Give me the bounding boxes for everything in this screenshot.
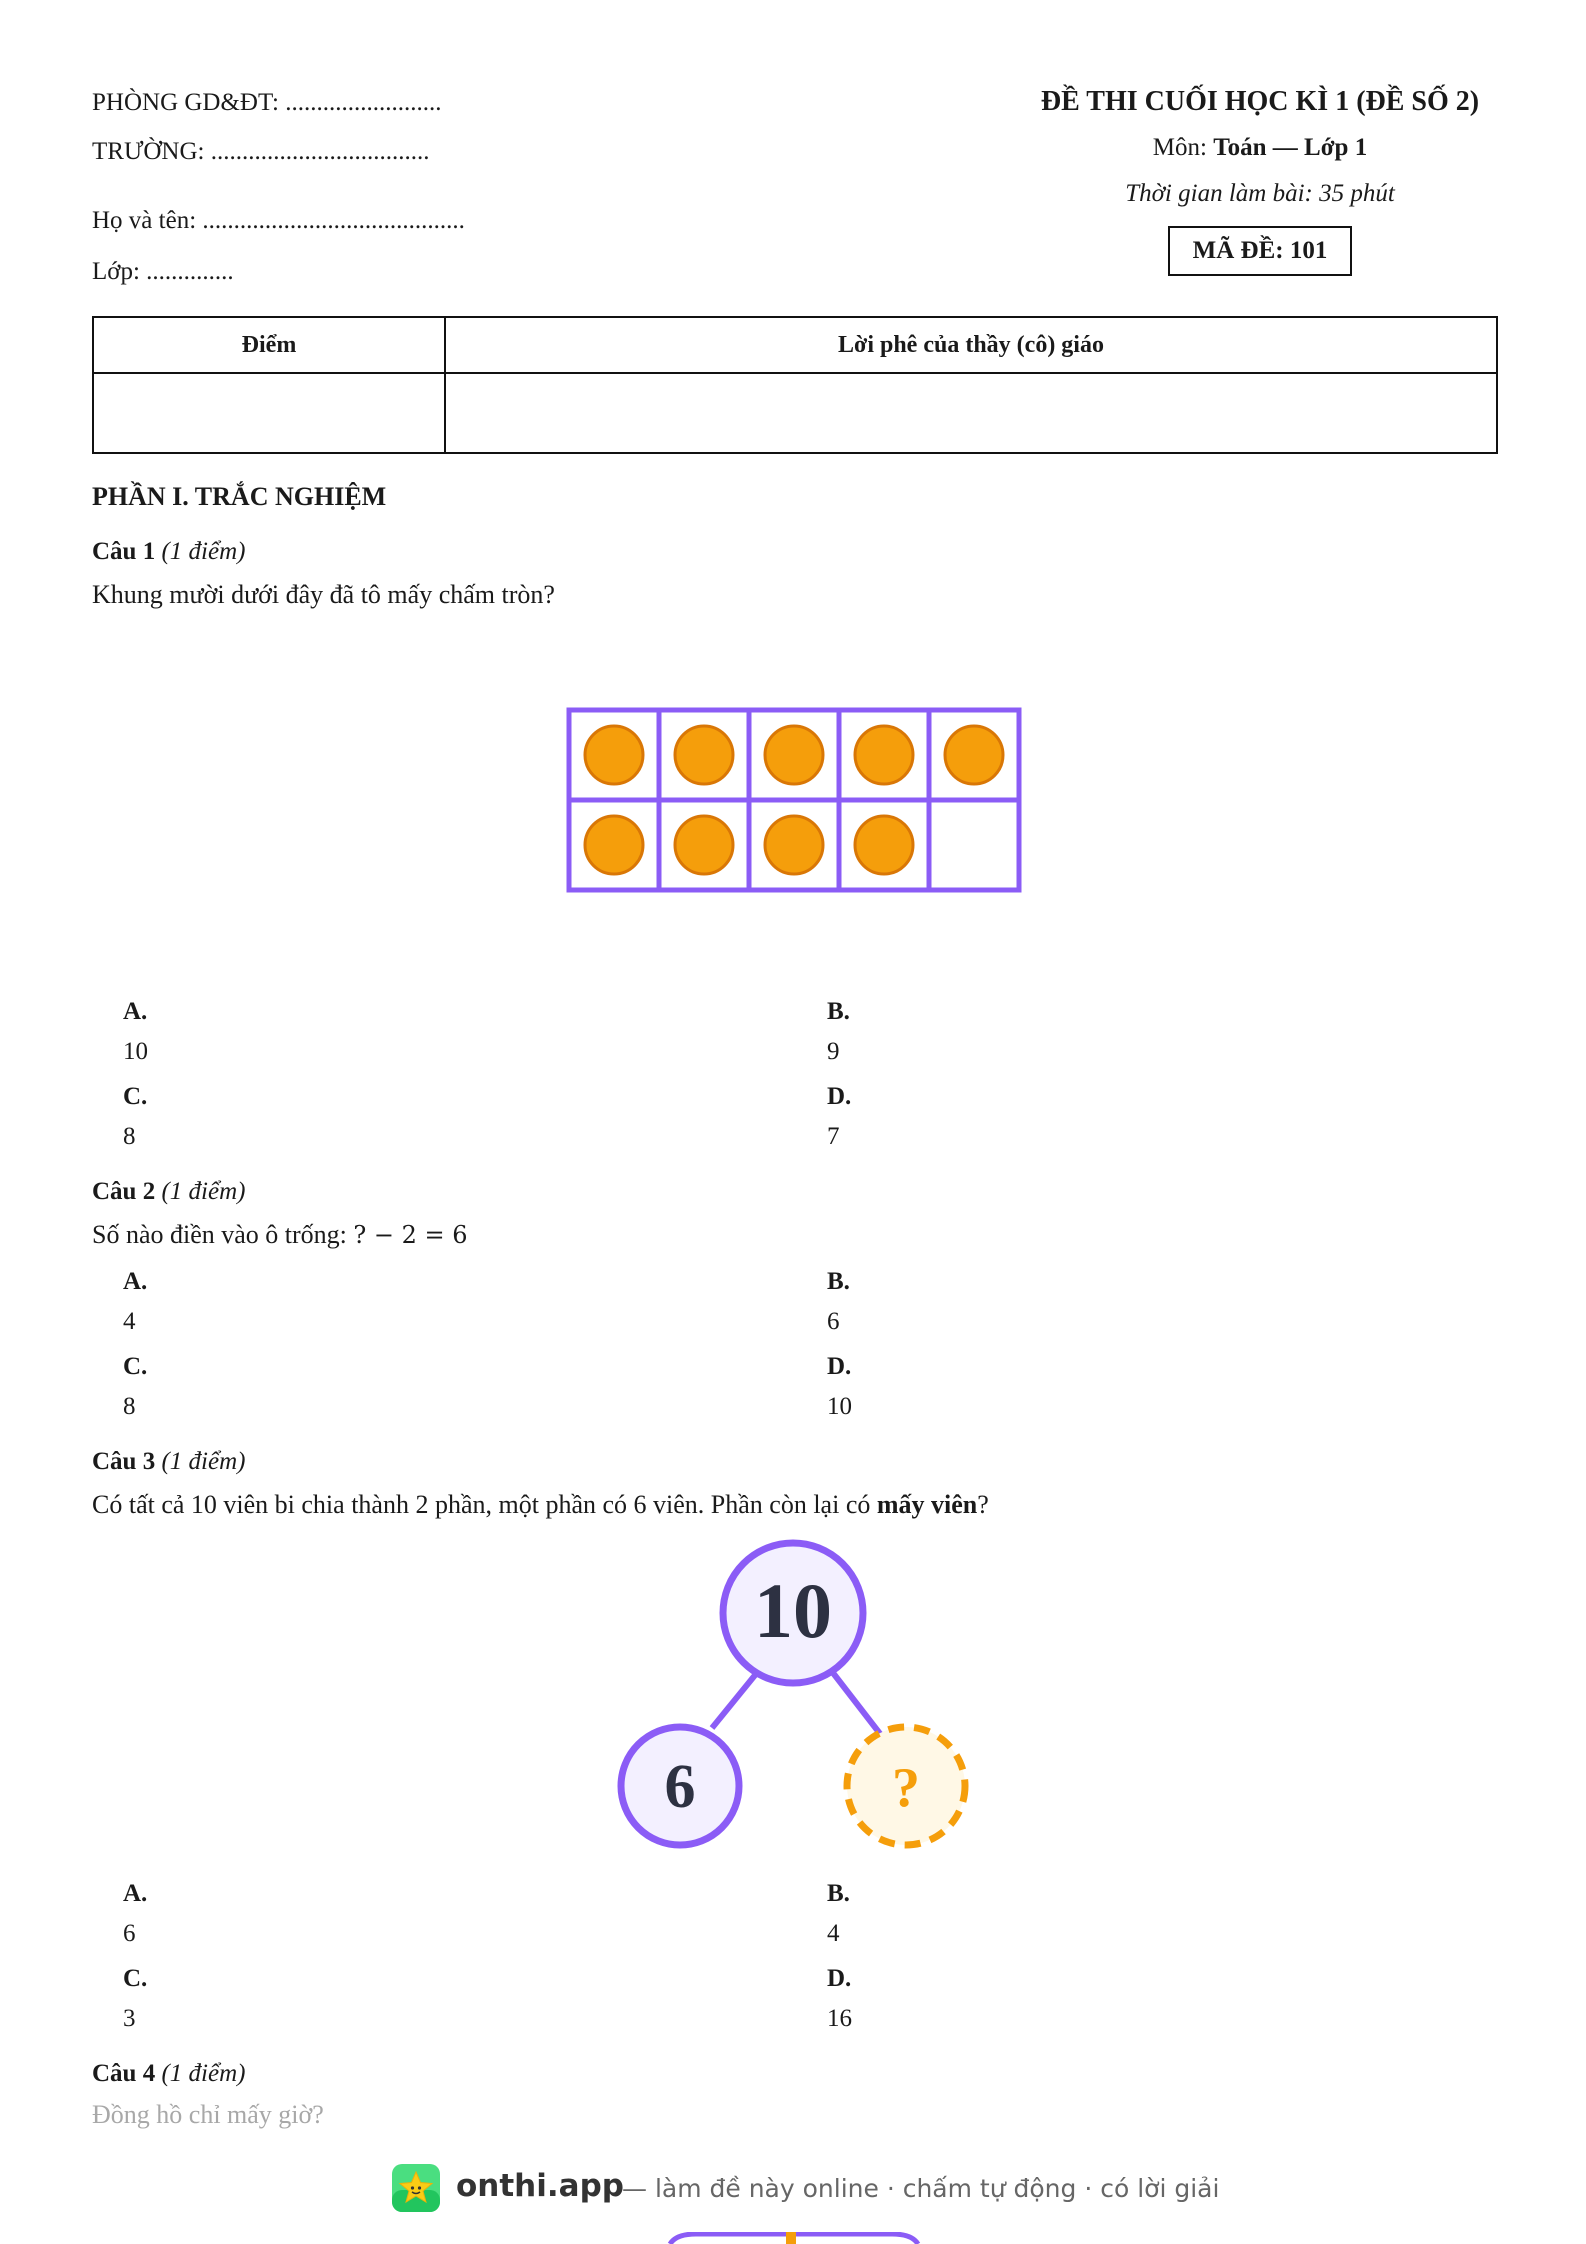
lop-field: Lớp: .............. bbox=[92, 258, 234, 285]
subject-value: Toán — Lớp 1 bbox=[1213, 134, 1368, 161]
q3-title bbox=[92, 1448, 245, 1476]
q1-option-b-value[interactable]: 9 bbox=[827, 1038, 840, 1065]
q3-points: (1 điểm) bbox=[161, 1448, 246, 1475]
q1-option-d-value[interactable]: 7 bbox=[827, 1123, 840, 1150]
subject-label: Môn: bbox=[1152, 134, 1214, 161]
q2-option-b-letter: B. bbox=[827, 1268, 850, 1295]
onthi-logo-icon[interactable] bbox=[392, 2164, 440, 2212]
q3-text-after: ? bbox=[977, 1490, 989, 1519]
ma-de-box: MÃ ĐỀ: 101 bbox=[1168, 226, 1352, 276]
q4-text: Đồng hồ chỉ mấy giờ? bbox=[92, 2100, 324, 2129]
q1-label: Câu 1 bbox=[92, 538, 156, 565]
q3-option-a-letter: A. bbox=[123, 1880, 148, 1907]
q2-text bbox=[92, 1220, 468, 1250]
clock-top-edge bbox=[666, 2232, 922, 2244]
ten-frame-dot bbox=[855, 726, 913, 784]
bond-line-right bbox=[830, 1669, 881, 1735]
q2-text-main: Số nào điền vào ô trống: bbox=[92, 1220, 354, 1249]
q2-option-a-letter: A. bbox=[123, 1268, 148, 1295]
onthi-brand[interactable]: onthi.app bbox=[456, 2168, 624, 2204]
ten-frame bbox=[566, 707, 1022, 895]
phong-gd-field: PHÒNG GD&ĐT: ......................... bbox=[92, 89, 442, 116]
q4-title bbox=[92, 2060, 245, 2088]
q1-points: (1 điểm) bbox=[161, 538, 246, 565]
q1-option-c-value[interactable]: 8 bbox=[123, 1123, 136, 1150]
q2-math: ? − 2 = 6 bbox=[353, 1221, 468, 1249]
ten-frame-dot bbox=[765, 726, 823, 784]
score-header: Điểm bbox=[93, 317, 445, 373]
ten-frame-dot bbox=[855, 816, 913, 874]
comment-cell[interactable] bbox=[445, 373, 1497, 453]
q3-option-b-value[interactable]: 4 bbox=[827, 1920, 840, 1947]
score-cell[interactable] bbox=[93, 373, 445, 453]
footer-tagline[interactable]: — làm đề này online · chấm tự động · có lời giải bbox=[622, 2174, 1220, 2203]
comment-header: Lời phê của thầy (cô) giáo bbox=[445, 317, 1497, 373]
q3-option-b-letter: B. bbox=[827, 1880, 850, 1907]
q2-title bbox=[92, 1178, 245, 1206]
bond-top-number: 10 bbox=[754, 1567, 832, 1654]
ten-frame-dot bbox=[585, 816, 643, 874]
q1-text: Khung mười dưới đây đã tô mấy chấm tròn? bbox=[92, 580, 555, 609]
q3-option-c-value[interactable]: 3 bbox=[123, 2005, 136, 2032]
q1-option-a-letter: A. bbox=[123, 998, 148, 1025]
ten-frame-dot bbox=[765, 816, 823, 874]
q1-option-b-letter: B. bbox=[827, 998, 850, 1025]
ten-frame-dot bbox=[675, 816, 733, 874]
q1-option-c-letter: C. bbox=[123, 1083, 148, 1110]
ten-frame-dot bbox=[675, 726, 733, 784]
q3-text-bold: mấy viên bbox=[876, 1490, 978, 1519]
q3-option-a-value[interactable]: 6 bbox=[123, 1920, 136, 1947]
q2-points: (1 điểm) bbox=[161, 1178, 246, 1205]
bond-line-left bbox=[712, 1669, 760, 1728]
time-limit: Thời gian làm bài: 35 phút bbox=[1125, 180, 1395, 207]
q4-label: Câu 4 bbox=[92, 2060, 156, 2087]
ten-frame-cell bbox=[929, 800, 1019, 890]
q3-label: Câu 3 bbox=[92, 1448, 156, 1475]
q2-option-c-letter: C. bbox=[123, 1353, 148, 1380]
section-title: PHẦN I. TRẮC NGHIỆM bbox=[92, 482, 387, 511]
q2-option-d-letter: D. bbox=[827, 1353, 852, 1380]
ten-frame-dot bbox=[585, 726, 643, 784]
q2-label: Câu 2 bbox=[92, 1178, 156, 1205]
number-bond-diagram bbox=[600, 1530, 1000, 1860]
q3-option-d-letter: D. bbox=[827, 1965, 852, 1992]
ho-ten-field: Họ và tên: .......................................... bbox=[92, 207, 465, 234]
ten-frame-dot bbox=[945, 726, 1003, 784]
subject-line bbox=[1000, 134, 1520, 162]
q4-points: (1 điểm) bbox=[161, 2060, 246, 2087]
q2-option-a-value[interactable]: 4 bbox=[123, 1308, 136, 1335]
bond-right-unknown: ? bbox=[892, 1757, 920, 1819]
bond-left-number: 6 bbox=[664, 1753, 696, 1821]
exam-title: ĐỀ THI CUỐI HỌC KÌ 1 (ĐỀ SỐ 2) bbox=[1040, 86, 1480, 117]
q3-text bbox=[92, 1490, 989, 1520]
score-table bbox=[92, 316, 1498, 454]
q2-option-d-value[interactable]: 10 bbox=[827, 1393, 852, 1420]
q1-option-a-value[interactable]: 10 bbox=[123, 1038, 148, 1065]
q3-option-d-value[interactable]: 16 bbox=[827, 2005, 852, 2032]
q1-option-d-letter: D. bbox=[827, 1083, 852, 1110]
q2-option-c-value[interactable]: 8 bbox=[123, 1393, 136, 1420]
q2-option-b-value[interactable]: 6 bbox=[827, 1308, 840, 1335]
truong-field: TRƯỜNG: ................................... bbox=[92, 138, 430, 165]
q3-text-before: Có tất cả 10 viên bi chia thành 2 phần, một phần có 6 viên. Phần còn lại có bbox=[92, 1490, 877, 1519]
q3-option-c-letter: C. bbox=[123, 1965, 148, 1992]
q1-title bbox=[92, 538, 245, 566]
